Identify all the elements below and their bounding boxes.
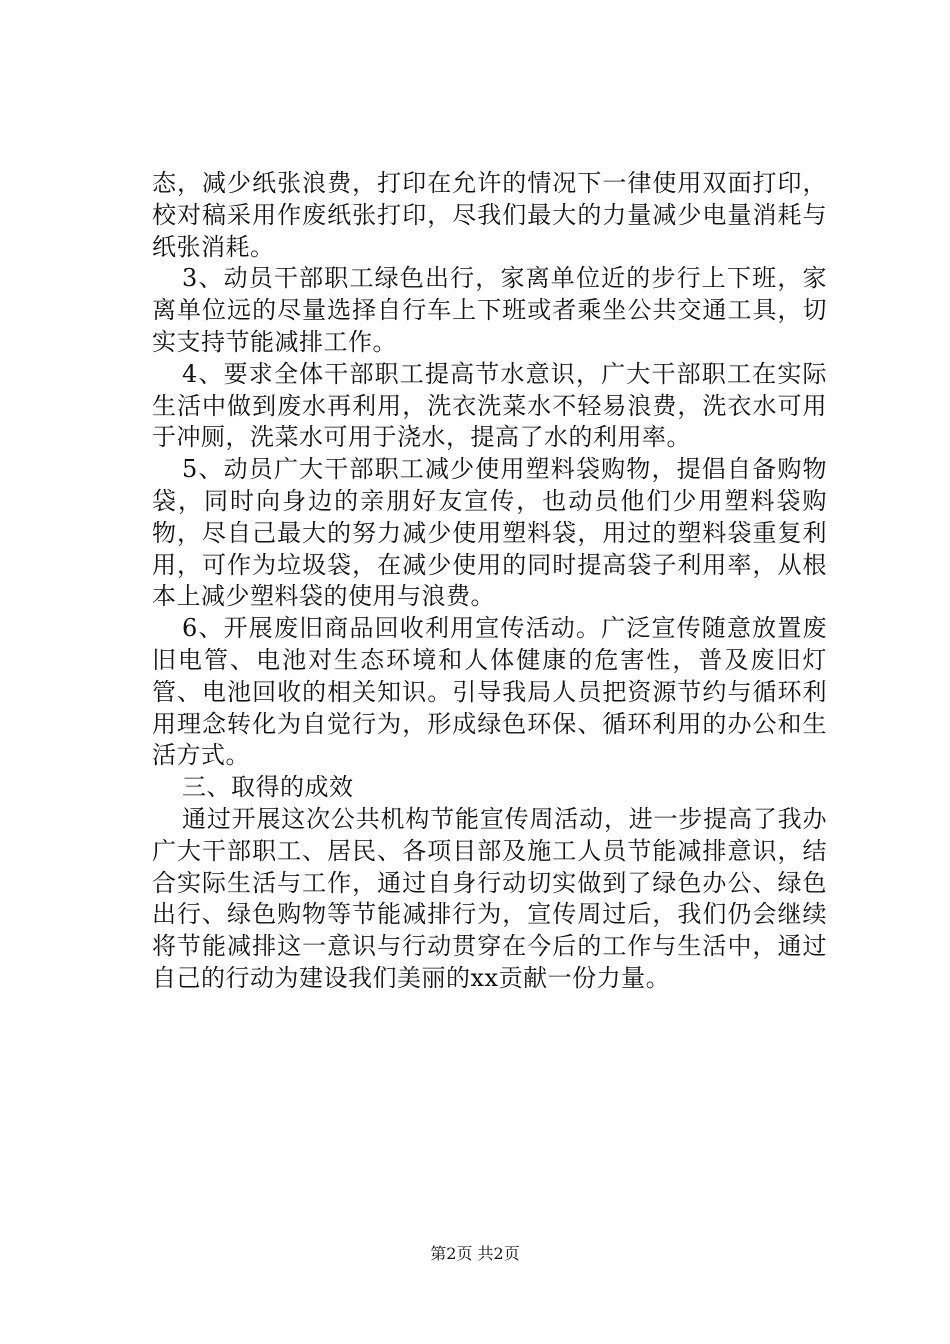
paragraph-item-3: 3、动员干部职工绿色出行，家离单位近的步行上下班，家离单位远的尽量选择自行车上下班或者乘坐公共交通工具，切实支持节能减排工作。	[152, 264, 827, 356]
page-footer: 第2页 共2页	[430, 1244, 520, 1263]
paragraph-item-6: 6、开展废旧商品回收利用宣传活动。广泛宣传随意放置废旧电管、电池对生态环境和人体健康的危害性，普及废旧灯管、电池回收的相关知识。引导我局人员把资源节约与循环利用理念转化为自觉行为，形成绿色环保、循环利用的办公和生活方式。	[152, 614, 827, 770]
paragraph-continuation: 态，减少纸张浪费，打印在允许的情况下一律使用双面打印，校对稿采用作废纸张打印，尽我们最大的力量减少电量消耗与纸张消耗。	[152, 169, 827, 261]
section-heading-results: 三、取得的成效	[182, 773, 354, 802]
paragraph-item-5: 5、动员广大干部职工减少使用塑料袋购物，提倡自备购物袋，同时向身边的亲朋好友宣传，也动员他们少用塑料袋购物，尽自己最大的努力减少使用塑料袋，用过的塑料袋重复利用，可作为垃圾袋，在减少使用的同时提高袋子利用率，从根本上减少塑料袋的使用与浪费。	[152, 455, 827, 611]
document-body	[152, 168, 827, 995]
paragraph-item-4: 4、要求全体干部职工提高节水意识，广大干部职工在实际生活中做到废水再利用，洗衣洗菜水不轻易浪费，洗衣水可用于冲厕，洗菜水可用于浇水，提高了水的利用率。	[152, 359, 827, 452]
paragraph-results: 通过开展这次公共机构节能宣传周活动，进一步提高了我办广大干部职工、居民、各项目部及施工人员节能减排意识，结合实际生活与工作，通过自身行动切实做到了绿色办公、绿色出行、绿色购物等节能减排行为，宣传周过后，我们仍会继续将节能减排这一意识与行动贯穿在今后的工作与生活中，通过自己的行动为建设我们美丽的xx贡献一份力量。	[152, 804, 827, 992]
